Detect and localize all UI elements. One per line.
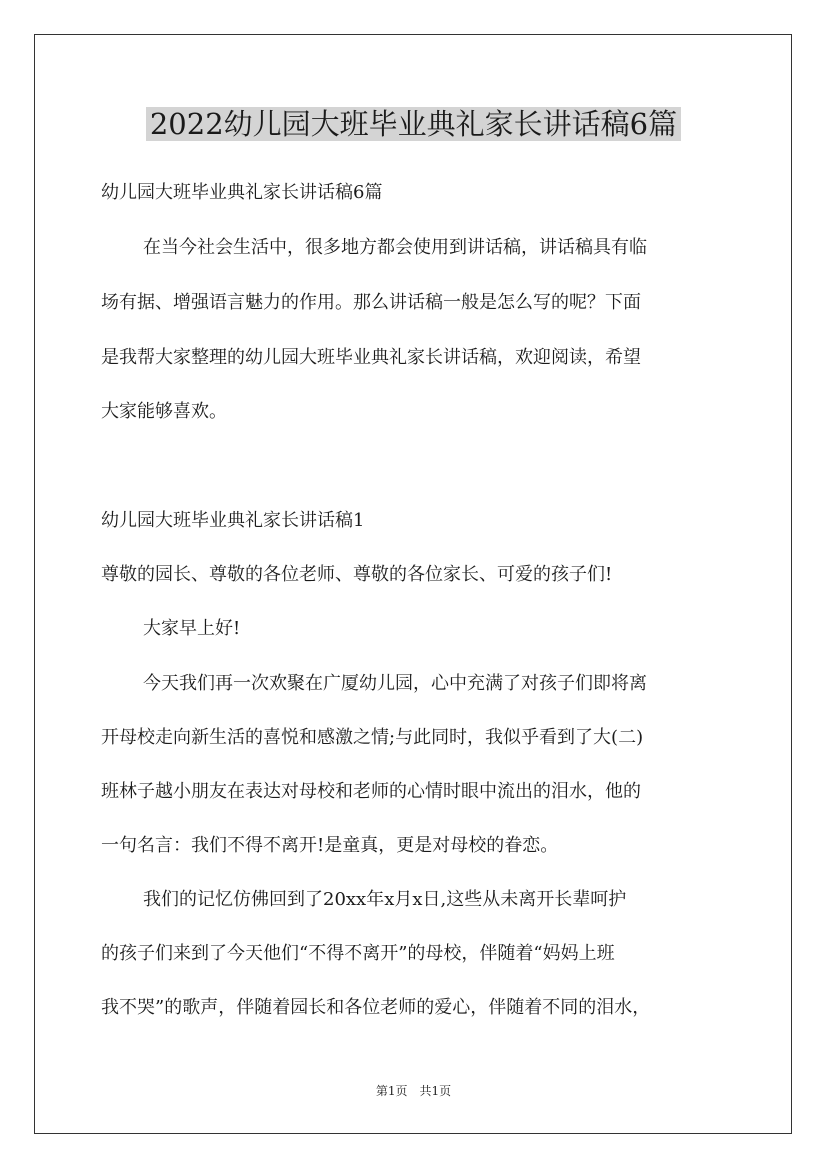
salutation: 尊敬的园长、尊敬的各位老师、尊敬的各位家长、可爱的孩子们! [101, 564, 613, 585]
document-title [0, 96, 827, 152]
para2-line-2: 的孩子们来到了今天他们“不得不离开”的母校，伴随着“妈妈上班 [101, 943, 615, 964]
para1-line-1: 今天我们再一次欢聚在广厦幼儿园，心中充满了对孩子们即将离 [143, 673, 647, 694]
document-title-text: 2022幼儿园大班毕业典礼家长讲话稿6篇 [146, 107, 681, 141]
greeting: 大家早上好! [143, 618, 241, 639]
para1-line-4: 一句名言：我们不得不离开!是童真，更是对母校的眷恋。 [101, 835, 559, 856]
intro-line-2: 场有据、增强语言魅力的作用。那么讲话稿一般是怎么写的呢？下面 [101, 292, 641, 313]
para1-line-2: 开母校走向新生活的喜悦和感激之情;与此同时，我似乎看到了大(二) [101, 727, 644, 748]
para2-line-3: 我不哭”的歌声，伴随着园长和各位老师的爱心，伴随着不同的泪水， [101, 997, 651, 1018]
para1-line-3: 班林子越小朋友在表达对母校和老师的心情时眼中流出的泪水，他的 [101, 781, 641, 802]
para2-line-1: 我们的记忆仿佛回到了20xx年x月x日,这些从未离开长辈呵护 [143, 889, 627, 910]
intro-line-4: 大家能够喜欢。 [101, 401, 227, 422]
section-heading: 幼儿园大班毕业典礼家长讲话稿1 [101, 510, 365, 531]
document-subtitle: 幼儿园大班毕业典礼家长讲话稿6篇 [101, 182, 383, 203]
intro-line-3: 是我帮大家整理的幼儿园大班毕业典礼家长讲话稿，欢迎阅读，希望 [101, 347, 641, 368]
page-footer: 第1页 共1页 [375, 1084, 452, 1098]
intro-line-1: 在当今社会生活中，很多地方都会使用到讲话稿，讲话稿具有临 [143, 237, 647, 258]
